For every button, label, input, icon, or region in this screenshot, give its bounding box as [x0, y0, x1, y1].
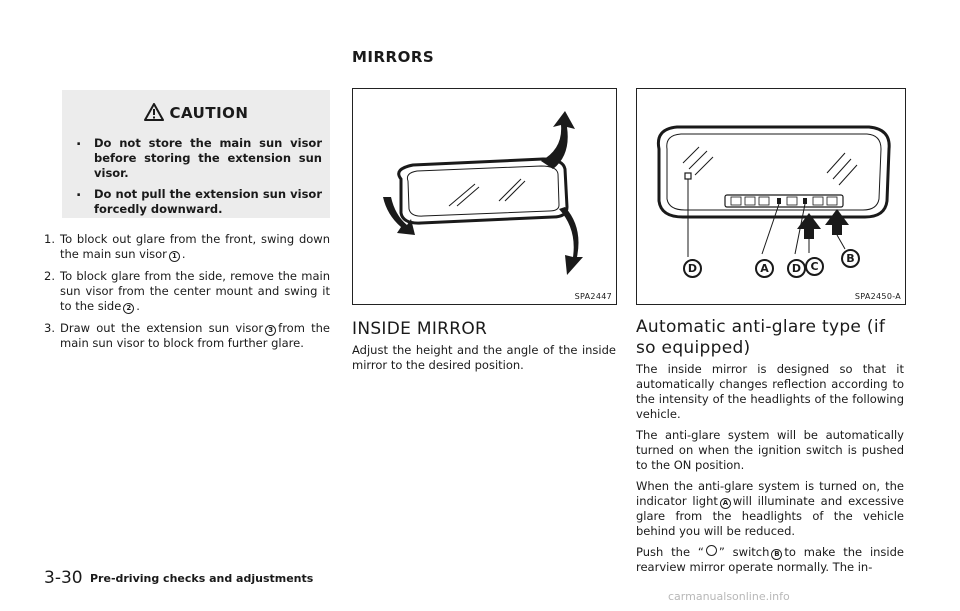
step-item — [44, 232, 330, 262]
paragraph-text: will illuminate and excessive glare from the headlights of the vehicle behind you will be reduced. — [636, 494, 905, 538]
anti-glare-heading: Automatic anti-glare type (if so equipped) — [636, 317, 886, 358]
page-number: 3-30 — [44, 568, 83, 588]
caution-list — [72, 136, 322, 223]
paragraph: The inside mirror is designed so that it automatically changes reflection according to the intensity of the headlights of the following vehicle. — [636, 362, 904, 421]
callout-label: B — [841, 249, 860, 268]
step-item — [44, 269, 330, 314]
inside-mirror-heading: INSIDE MIRROR — [352, 319, 488, 339]
callout-marker: 1 — [169, 251, 180, 262]
callout-label: A — [755, 259, 774, 278]
paragraph-text: When the anti-glare system is turned on, the indicator light — [636, 479, 904, 508]
caution-box — [62, 90, 330, 218]
callout-marker: 2 — [123, 303, 134, 314]
caution-heading — [62, 103, 330, 122]
caution-item: . Do not pull the extension sun visor forcedly downward. — [72, 187, 322, 217]
paragraph — [636, 545, 904, 575]
paragraph: The anti-glare system will be automatically turned on when the ignition switch is pushed to the ON position. — [636, 428, 904, 472]
chapter-title: Pre-driving checks and adjustments — [90, 572, 314, 585]
step-text-end: . — [181, 247, 186, 261]
step-text: To block out glare from the front, swing down the main sun visor — [60, 232, 330, 261]
paragraph-text: Push the “ — [636, 545, 704, 559]
step-text: Draw out the extension sun visor — [60, 321, 264, 335]
steps-list — [44, 232, 330, 358]
callout-marker: A — [720, 498, 731, 509]
mirror-illustration — [353, 89, 616, 304]
warning-icon — [144, 103, 164, 121]
switch-symbol-icon — [706, 545, 717, 556]
step-number: 2. — [44, 269, 55, 283]
caution-item: . Do not store the main sun visor before storing the extension sun visor. — [72, 136, 322, 181]
inside-mirror-body: Adjust the height and the angle of the inside mirror to the desired position. — [352, 343, 616, 372]
watermark: carmanualsonline.info — [668, 590, 790, 603]
callout-label: D — [787, 259, 806, 278]
callout-label: C — [805, 257, 824, 276]
anti-glare-body — [636, 362, 904, 581]
paragraph — [636, 479, 904, 539]
figure-code: SPA2450-A — [854, 292, 901, 301]
step-item — [44, 321, 330, 351]
callout-label: D — [683, 259, 702, 278]
figure-code: SPA2447 — [574, 292, 612, 301]
figure-anti-glare-mirror — [636, 88, 906, 305]
step-number: 3. — [44, 321, 55, 335]
step-number: 1. — [44, 232, 55, 246]
callout-marker: B — [771, 549, 782, 560]
figure-inside-mirror — [352, 88, 617, 305]
step-text: To block glare from the side, remove the main sun visor from the center mount and swing it to the side — [60, 269, 330, 313]
paragraph-text: ” switch — [718, 545, 770, 559]
callout-marker: 3 — [265, 325, 276, 336]
step-text-end: from the main sun visor to block from further glare. — [60, 321, 330, 350]
paragraph-text: to make the inside rearview mirror operate normally. The in- — [636, 545, 904, 574]
section-title: MIRRORS — [352, 48, 435, 66]
step-text-end: . — [136, 299, 140, 313]
caution-title: CAUTION — [169, 104, 249, 122]
